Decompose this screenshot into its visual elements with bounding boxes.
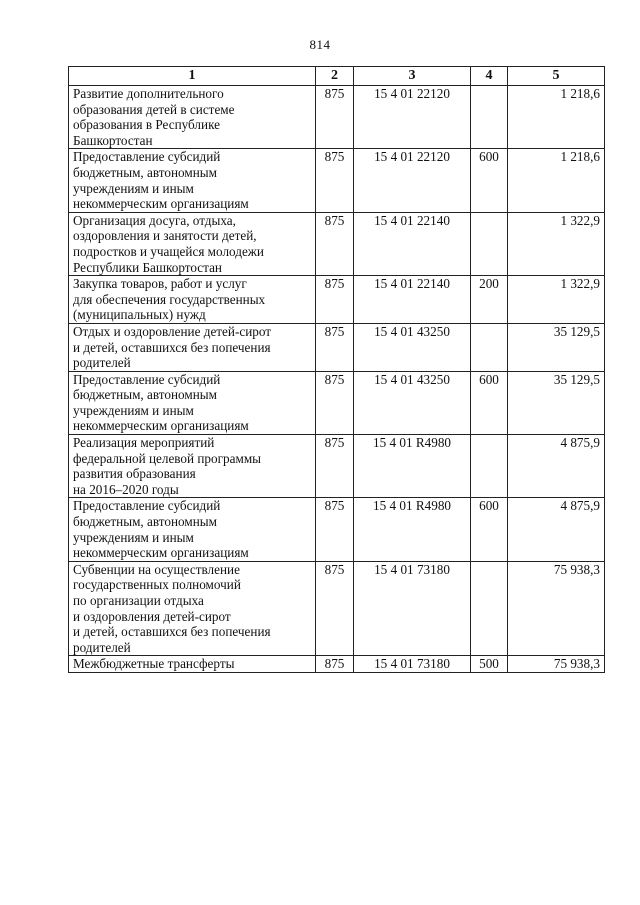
- expense-type: [471, 435, 508, 498]
- table-row: [69, 212, 605, 275]
- row-name-line: федеральной целевой программы: [73, 450, 262, 466]
- expense-type: [471, 212, 508, 275]
- header-col-1: 1: [69, 67, 316, 86]
- table-row: [69, 656, 605, 673]
- row-name: [69, 371, 316, 434]
- table-row: [69, 561, 605, 656]
- row-name-line: бюджетным, автономным: [73, 387, 217, 403]
- row-name-line: Реализация мероприятий: [73, 435, 215, 451]
- header-col-3: 3: [354, 67, 471, 86]
- amount: 75 938,3: [508, 561, 605, 656]
- row-name-line: родителей: [73, 639, 131, 655]
- row-name-line: Башкортостан: [73, 132, 153, 148]
- ministry-code: 875: [316, 149, 354, 212]
- budget-table: [68, 66, 605, 673]
- amount: 35 129,5: [508, 371, 605, 434]
- ministry-code: 875: [316, 561, 354, 656]
- row-name-line: оздоровления и занятости детей,: [73, 228, 257, 244]
- table-header-row: [69, 67, 605, 86]
- row-name-line: Предоставление субсидий: [73, 498, 221, 514]
- expense-type: [471, 561, 508, 656]
- row-name-line: родителей: [73, 355, 131, 371]
- table-row: [69, 371, 605, 434]
- target-article: 15 4 01 R4980: [354, 435, 471, 498]
- table-body: [69, 86, 605, 673]
- target-article: 15 4 01 R4980: [354, 498, 471, 561]
- row-name: [69, 561, 316, 656]
- row-name-line: Развитие дополнительного: [73, 86, 224, 101]
- row-name-line: Республики Башкортостан: [73, 259, 222, 275]
- ministry-code: 875: [316, 276, 354, 324]
- expense-type: 200: [471, 276, 508, 324]
- row-name-line: Предоставление субсидий: [73, 149, 221, 165]
- target-article: 15 4 01 22120: [354, 86, 471, 149]
- row-name: [69, 276, 316, 324]
- row-name-line: Межбюджетные трансферты: [73, 656, 235, 672]
- row-name-line: учреждениям и иным: [73, 529, 194, 545]
- row-name-line: Организация досуга, отдыха,: [73, 212, 236, 228]
- row-name: [69, 435, 316, 498]
- ministry-code: 875: [316, 435, 354, 498]
- row-name-line: образования детей в системе: [73, 101, 235, 117]
- row-name-line: бюджетным, автономным: [73, 164, 217, 180]
- target-article: 15 4 01 22140: [354, 276, 471, 324]
- row-name-line: на 2016–2020 годы: [73, 481, 179, 497]
- row-name-line: и детей, оставшихся без попечения: [73, 624, 271, 640]
- row-name-line: подростков и учащейся молодежи: [73, 243, 264, 259]
- row-name-line: и детей, оставшихся без попечения: [73, 339, 271, 355]
- amount: 75 938,3: [508, 656, 605, 673]
- target-article: 15 4 01 22140: [354, 212, 471, 275]
- row-name-line: образования в Республике: [73, 117, 221, 133]
- target-article: 15 4 01 73180: [354, 561, 471, 656]
- expense-type: 600: [471, 149, 508, 212]
- expense-type: 500: [471, 656, 508, 673]
- expense-type: 600: [471, 371, 508, 434]
- ministry-code: 875: [316, 86, 354, 149]
- row-name-line: государственных полномочий: [73, 577, 241, 593]
- row-name-line: Закупка товаров, работ и услуг: [73, 276, 247, 292]
- amount: 1 322,9: [508, 212, 605, 275]
- amount: 4 875,9: [508, 498, 605, 561]
- ministry-code: 875: [316, 323, 354, 371]
- header-col-5: 5: [508, 67, 605, 86]
- expense-type: 600: [471, 498, 508, 561]
- row-name-line: и оздоровления детей-сирот: [73, 608, 231, 624]
- page-number: 814: [309, 37, 331, 52]
- target-article: 15 4 01 43250: [354, 371, 471, 434]
- row-name-line: некоммерческим организациям: [73, 418, 249, 434]
- row-name-line: бюджетным, автономным: [73, 514, 217, 530]
- row-name-line: (муниципальных) нужд: [73, 307, 206, 323]
- row-name: [69, 149, 316, 212]
- table-row: [69, 86, 605, 149]
- table-row: [69, 498, 605, 561]
- amount: 35 129,5: [508, 323, 605, 371]
- expense-type: [471, 86, 508, 149]
- table-row: [69, 276, 605, 324]
- row-name: [69, 212, 316, 275]
- ministry-code: 875: [316, 212, 354, 275]
- row-name-line: некоммерческим организациям: [73, 196, 249, 212]
- ministry-code: 875: [316, 498, 354, 561]
- row-name-line: по организации отдыха: [73, 593, 204, 608]
- row-name: [69, 323, 316, 371]
- header-col-2: 2: [316, 67, 354, 86]
- row-name: [69, 656, 316, 673]
- header-col-4: 4: [471, 67, 508, 86]
- row-name-line: Субвенции на осуществление: [73, 561, 240, 577]
- row-name: [69, 498, 316, 561]
- row-name-line: развития образования: [73, 466, 196, 482]
- table-row: [69, 323, 605, 371]
- table-row: [69, 149, 605, 212]
- row-name-line: для обеспечения государственных: [73, 291, 266, 307]
- row-name-line: Отдых и оздоровление детей-сирот: [73, 323, 272, 339]
- amount: 4 875,9: [508, 435, 605, 498]
- row-name-line: учреждениям и иным: [73, 180, 194, 196]
- amount: 1 322,9: [508, 276, 605, 324]
- ministry-code: 875: [316, 656, 354, 673]
- table-row: [69, 435, 605, 498]
- row-name-line: учреждениям и иным: [73, 402, 194, 418]
- target-article: 15 4 01 73180: [354, 656, 471, 673]
- target-article: 15 4 01 43250: [354, 323, 471, 371]
- ministry-code: 875: [316, 371, 354, 434]
- row-name-line: Предоставление субсидий: [73, 371, 221, 387]
- amount: 1 218,6: [508, 149, 605, 212]
- row-name-line: некоммерческим организациям: [73, 545, 249, 561]
- target-article: 15 4 01 22120: [354, 149, 471, 212]
- amount: 1 218,6: [508, 86, 605, 149]
- expense-type: [471, 323, 508, 371]
- row-name: [69, 86, 316, 149]
